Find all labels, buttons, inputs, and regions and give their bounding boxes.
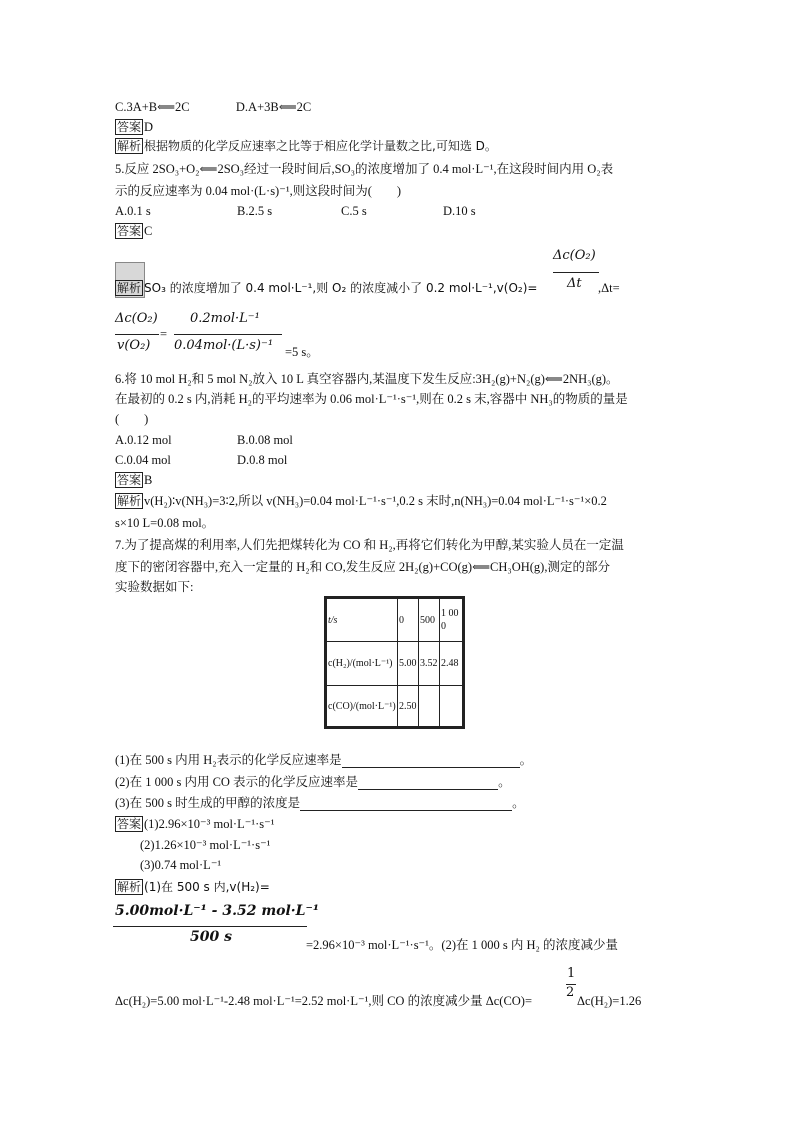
q6-option-a: A.0.12 mol [115,433,172,447]
q5-frac2-bar [115,334,159,335]
period: 。 [512,796,525,810]
answer-tag: 答案 [117,120,142,134]
q7-analysis-line3 [115,993,532,1009]
q5-option-a: A.0.1 s [115,204,151,218]
q7-analysis [115,879,270,895]
q5-result: =5 s。 [285,345,319,359]
answer-blank [358,777,498,790]
q5-answer [115,223,152,239]
q7-frac-denominator: 500 s [190,929,232,945]
q6-stem-line2: 在最初的 0.2 s 内,消耗 H₂的平均速率为 0.06 mol·L⁻¹·s⁻¹,则在 0.2 s 末,容器中 NH₃的物质的量是 [115,392,628,406]
q5-frac2-denominator: v(O₂) [117,338,151,353]
q7-sub3-text: (3)在 500 s 时生成的甲醇的浓度是 [115,796,301,810]
q7-sub2-text: (2)在 1 000 s 内用 CO 表示的化学反应速率是 [115,775,359,789]
q6-option-d: D.0.8 mol [237,453,288,467]
table-cell: 2.48 [440,642,464,686]
q5-frac1-bar [553,272,599,273]
table-cell: 1 000 [440,598,464,642]
q5-analysis-line [115,280,537,296]
q5-analysis-text: SO₃ 的浓度增加了 0.4 mol·L⁻¹,则 O₂ 的浓度减小了 0.2 mol·L⁻¹,v(O₂)= [144,281,538,295]
q7-answer-3: (3)0.74 mol·L⁻¹ [140,858,222,872]
q7-sub1-text: (1)在 500 s 内用 H₂表示的化学反应速率是 [115,753,342,767]
q7-stem-line1: 7.为了提高煤的利用率,人们先把煤转化为 CO 和 H₂,再将它们转化为甲醇,某实验人员在一定温 [115,538,624,552]
analysis-tag: 解析 [117,880,142,894]
q5-option-d: D.10 s [443,204,476,218]
analysis-tag: 解析 [117,281,142,295]
q6-analysis-text-2: s×10 L=0.08 mol。 [115,516,215,530]
analysis-tag: 解析 [117,139,142,153]
q5-answer-value: C [144,224,153,238]
q4-options [115,99,311,115]
q7-answer-2: (2)1.26×10⁻³ mol·L⁻¹·s⁻¹ [140,838,271,852]
q6-options-row1 [115,432,293,448]
q4-answer-value: D [144,120,154,134]
q5-options [115,203,476,219]
table-cell [419,686,440,728]
q7-analysis-text-1: (1)在 500 s 内,v(H₂)= [144,880,270,894]
q5-frac3-denominator: 0.04mol·(L·s)⁻¹ [174,338,274,353]
q7-analysis-text-3: Δc(H₂)=5.00 mol·L⁻¹-2.48 mol·L⁻¹=2.52 mol·L⁻¹,则 CO 的浓度减少量 Δc(CO)= [115,994,533,1008]
q5-frac1-numerator: Δc(O₂) [553,248,596,263]
q7-analysis-text-2: =2.96×10⁻³ mol·L⁻¹·s⁻¹。(2)在 1 000 s 内 H₂ 的浓度减少量 [306,938,618,952]
q6-option-c: C.0.04 mol [115,453,171,467]
table-cell: t/s [326,598,398,642]
q4-option-d: D.A+3B⟸2C [235,100,312,114]
table-row [326,598,464,642]
answer-tag: 答案 [117,473,142,487]
period: 。 [498,775,511,789]
q5-equals: = [160,327,168,341]
q5-stem-line2: 示的反应速率为 0.04 mol·(L·s)⁻¹,则这段时间为( ) [115,184,402,198]
q6-answer-value: B [144,473,153,487]
q5-option-b: B.2.5 s [237,204,273,218]
table-row [326,642,464,686]
q7-sub3 [115,795,525,811]
q7-sub1 [115,752,532,768]
q5-frac2-numerator: Δc(O₂) [115,311,158,326]
q4-analysis [115,138,497,154]
table-cell [440,686,464,728]
q6-options-row2 [115,452,287,468]
q7-stem-line2: 度下的密闭容器中,充入一定量的 H₂和 CO,发生反应 2H₂(g)+CO(g)⟸CH₃OH(g),测定的部分 [115,560,610,574]
q7-stem-line3: 实验数据如下: [115,580,194,594]
q7-data-table [324,596,465,729]
table-cell: 0 [398,598,419,642]
answer-tag: 答案 [117,224,142,238]
table-cell: 3.52 [419,642,440,686]
table-row [326,686,464,728]
q7-sub2 [115,774,511,790]
q5-stem-line1: 5.反应 2SO₃+O₂⟸2SO₃经过一段时间后,SO₃的浓度增加了 0.4 mol·L⁻¹,在这段时间内用 O₂表 [115,162,614,176]
table-cell: c(H₂)/(mol·L⁻¹) [326,642,398,686]
q5-after-frac1: ,Δt= [598,281,620,295]
q7-half-numerator: 1 [567,966,576,981]
table-cell: 500 [419,598,440,642]
period: 。 [519,753,533,767]
table-cell: 5.00 [398,642,419,686]
answer-blank [342,755,520,768]
q6-analysis-text-1: v(H₂)∶v(NH₃)=3∶2,所以 v(NH₃)=0.04 mol·L⁻¹·s⁻¹,0.2 s 末时,n(NH₃)=0.04 mol·L⁻¹·s⁻¹×0.2 [144,494,607,508]
q7-half-denominator: 2 [566,985,575,1000]
answer-tag: 答案 [117,817,142,831]
q6-option-b: B.0.08 mol [237,433,293,447]
answer-blank [300,798,512,811]
q7-answer-1: (1)2.96×10⁻³ mol·L⁻¹·s⁻¹ [144,817,275,831]
q4-analysis-text: 根据物质的化学反应速率之比等于相应化学计量数之比,可知选 D。 [144,139,497,153]
table-cell: c(CO)/(mol·L⁻¹) [326,686,398,728]
q6-answer [115,472,152,488]
q5-frac3-numerator: 0.2mol·L⁻¹ [190,311,260,326]
q5-option-c: C.5 s [341,204,367,218]
q7-analysis-text-4: Δc(H₂)=1.26 [577,994,642,1008]
q6-stem-line3: ( ) [115,412,149,426]
q5-frac3-bar [174,334,282,335]
q7-frac-bar [113,926,307,927]
q7-answer [115,816,274,832]
q5-frac1-denominator: Δt [567,276,582,291]
q4-answer [115,119,153,135]
q4-option-c: C.3A+B⟸2C [115,100,190,114]
table-cell: 2.50 [398,686,419,728]
analysis-tag: 解析 [117,494,142,508]
q6-analysis [115,493,607,509]
q7-frac-numerator: 5.00mol·L⁻¹ - 3.52 mol·L⁻¹ [115,903,320,919]
q6-stem-line1: 6.将 10 mol H₂和 5 mol N₂放入 10 L 真空容器内,某温度下发生反应:3H₂(g)+N₂(g)⟸2NH₃(g)。 [115,372,619,386]
